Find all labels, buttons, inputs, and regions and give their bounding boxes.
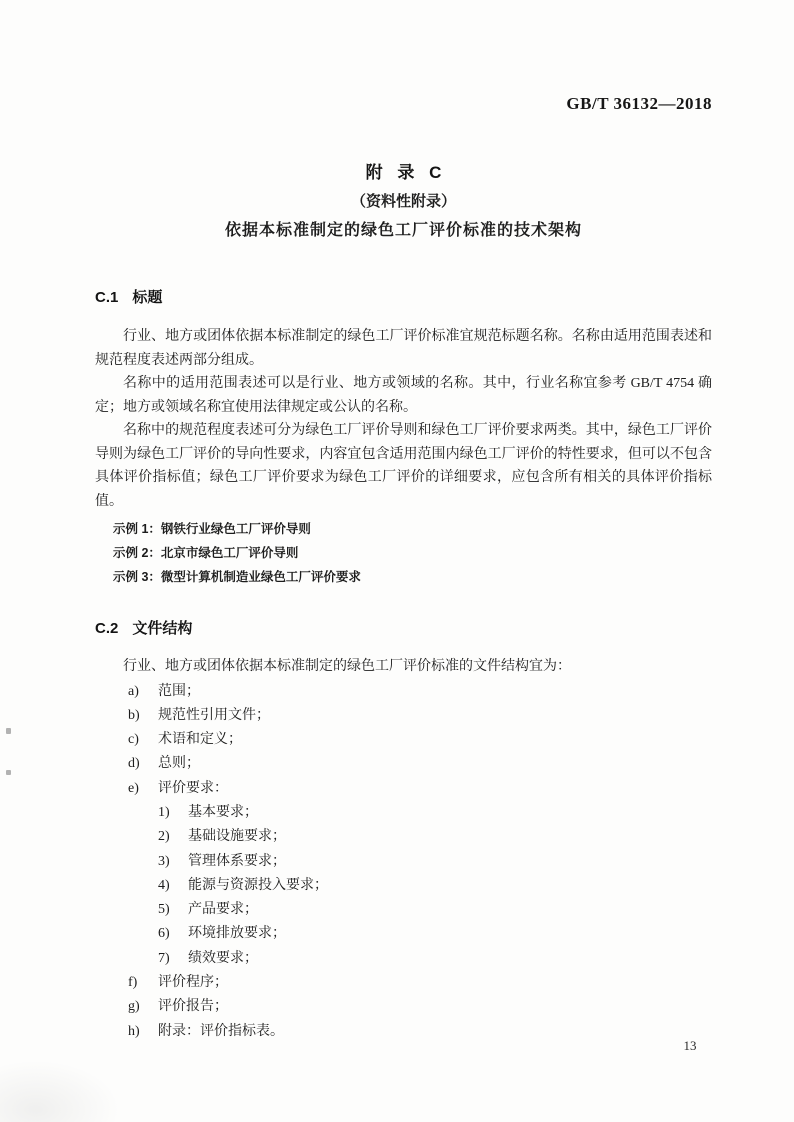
list-subitem [95,898,712,922]
section-number: C.1 [95,289,119,306]
list-item-text: 环境排放要求； [188,926,286,942]
list-item-text: 管理体系要求； [188,853,286,869]
list-item-text: 附录：评价指标表。 [158,1023,284,1039]
list-item-label: 5) [158,902,170,918]
list-item-label: 4) [158,877,170,893]
list-item-text: 评价要求： [158,780,228,796]
list-item-label: g) [128,999,140,1015]
list-item [95,1020,712,1044]
list-item-label: h) [128,1023,140,1039]
standard-code: GB/T 36132—2018 [566,94,712,113]
list-item-text: 术语和定义； [158,732,242,748]
c1-paragraphs [95,325,712,513]
list-item-label: a) [128,683,139,699]
appendix-title-block [95,158,712,240]
list-item-label: 7) [158,950,170,966]
list-item-label: 3) [158,853,170,869]
list-item-label: c) [128,732,139,748]
section-title: 标题 [132,289,163,306]
list-item-text: 能源与资源投入要求； [188,877,328,893]
list-subitem [95,825,712,849]
list-item-text: 产品要求； [188,902,258,918]
list-item-text: 基本要求； [188,804,258,820]
paragraph: 名称中的规范程度表述可分为绿色工厂评价导则和绿色工厂评价要求两类。其中，绿色工厂评价导则为绿色工厂评价的导向性要求，内容宜包含适用范围内绿色工厂评价的特性要求，但可以不包含具体评价指标值；绿色工厂评价要求为绿色工厂评价的详细要求，应包含所有相关的具体评价指标值。 [95,423,712,509]
scan-speck [6,770,11,775]
structure-list [95,680,712,1044]
list-subitem [95,947,712,971]
list-item-label: d) [128,756,140,772]
scan-smudge [0,1060,120,1122]
list-item-label: f) [128,975,138,991]
list-subitem [95,801,712,825]
section-heading-c1 [95,286,712,307]
paragraph: 行业、地方或团体依据本标准制定的绿色工厂评价标准宜规范标题名称。名称由适用范围表述和规范程度表述两部分组成。 [95,329,712,368]
list-subitem [95,874,712,898]
list-item [95,995,712,1019]
list-item-text: 评价报告； [158,999,228,1015]
list-item-text: 绩效要求； [188,950,258,966]
list-item [95,704,712,728]
list-subitem [95,850,712,874]
list-item-text: 范围； [158,683,200,699]
list-item-text: 评价程序； [158,975,228,991]
list-item-label: 1) [158,804,170,820]
list-item-text: 总则； [158,756,200,772]
list-subitem [95,922,712,946]
list-item-label: 2) [158,829,170,845]
appendix-label: 附 录 C [365,163,442,182]
list-item-label: b) [128,707,140,723]
section-title: 文件结构 [132,620,193,637]
page-number: 13 [683,1038,697,1053]
list-item [95,680,712,704]
list-item-text: 规范性引用文件； [158,707,270,723]
c2-intro: 行业、地方或团体依据本标准制定的绿色工厂评价标准的文件结构宜为： [123,659,571,674]
paragraph: 名称中的适用范围表述可以是行业、地方或领域的名称。其中，行业名称宜参考 GB/T 4754 确定；地方或领域名称宜使用法律规定或公认的名称。 [95,376,712,415]
example-line: 示例 3：微型计算机制造业绿色工厂评价要求 [113,570,361,584]
appendix-note: （资料性附录） [350,193,456,210]
section-heading-c2 [95,617,712,638]
example-line: 示例 2：北京市绿色工厂评价导则 [113,546,299,560]
list-item [95,752,712,776]
list-item-text: 基础设施要求； [188,829,286,845]
list-item [95,971,712,995]
list-item-label: e) [128,780,139,796]
scan-speck [6,728,11,734]
list-item [95,777,712,801]
list-item-label: 6) [158,926,170,942]
page-content [95,0,712,1044]
example-line: 示例 1：钢铁行业绿色工厂评价导则 [113,522,311,536]
section-number: C.2 [95,620,119,637]
list-item [95,728,712,752]
appendix-title: 依据本标准制定的绿色工厂评价标准的技术架构 [224,222,582,239]
example-block [113,517,712,589]
